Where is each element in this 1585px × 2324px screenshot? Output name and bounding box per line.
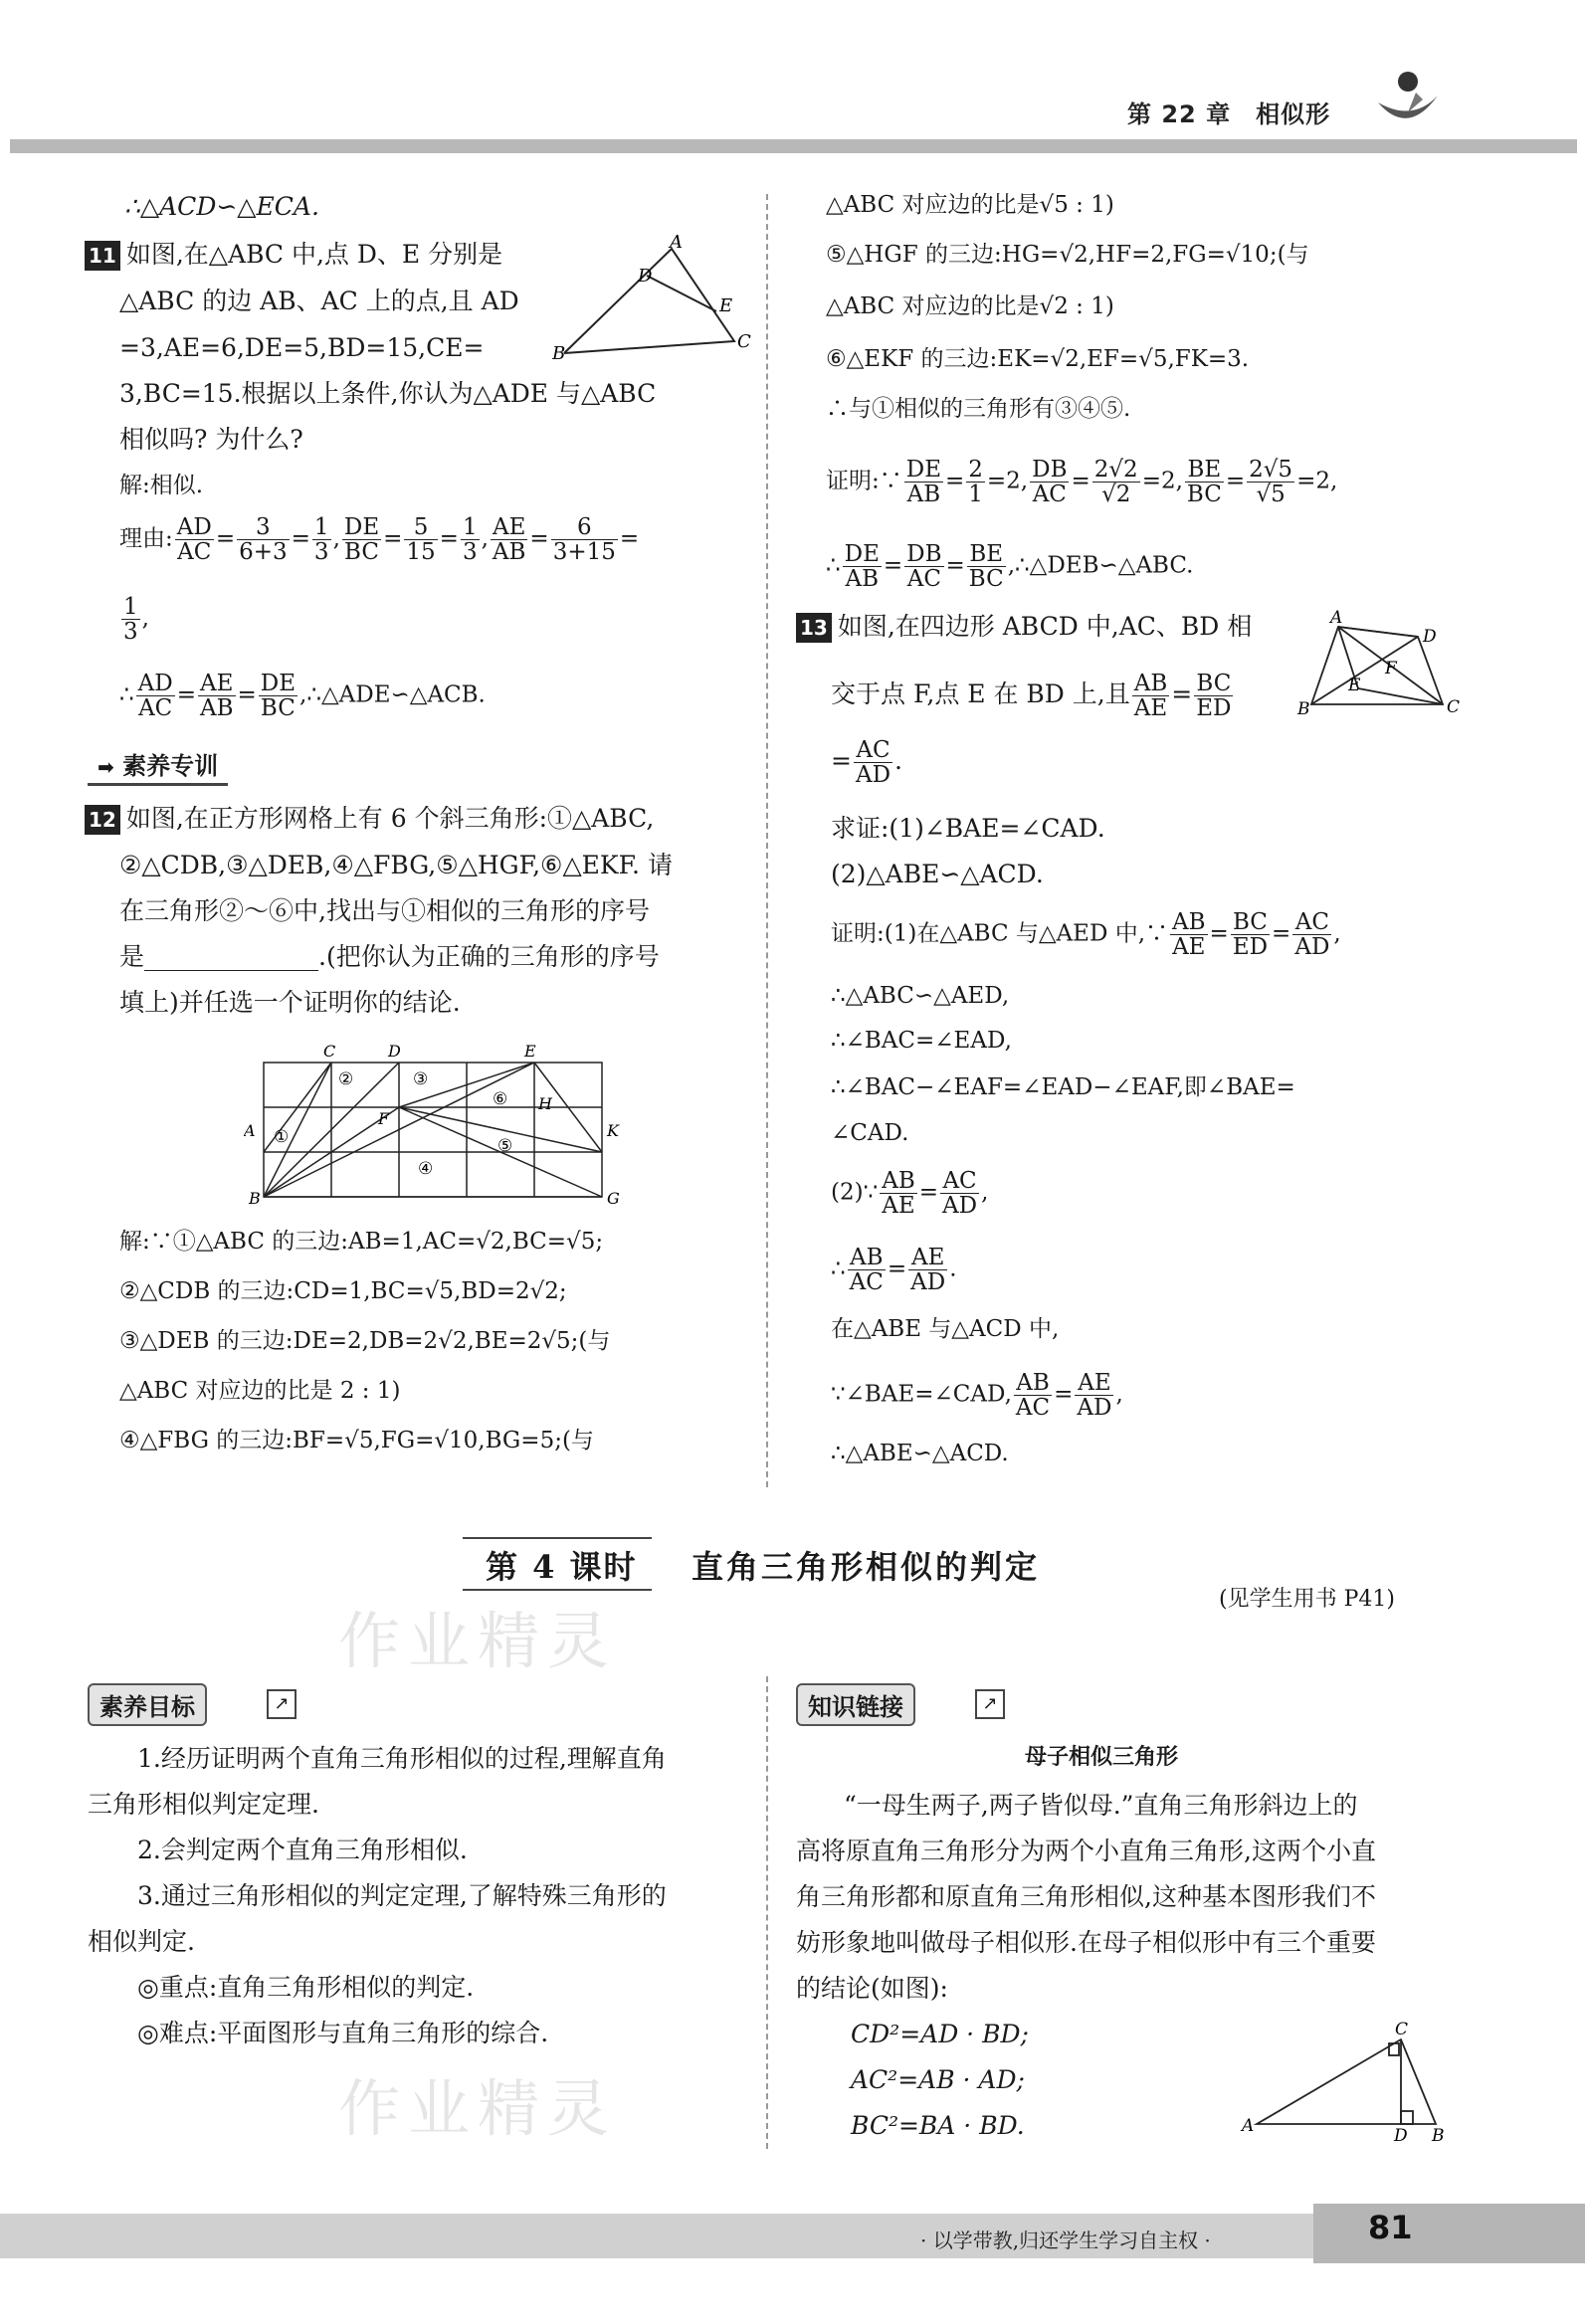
solution-line: △ABC 对应边的比是√2 : 1) <box>826 293 1114 319</box>
proof-line: ∠CAD. <box>831 1120 909 1146</box>
arrow-icon: ↗ <box>975 1689 1005 1719</box>
problem-11-line: =3,AE=6,DE=5,BD=15,CE= <box>119 333 485 362</box>
link-line: 角三角形都和原直角三角形相似,这种基本图形我们不 <box>796 1882 1376 1911</box>
problem-12-line: 在三角形②～⑥中,找出与①相似的三角形的序号 <box>119 896 650 925</box>
page-number: 81 <box>1368 2209 1413 2246</box>
proof-line: ∴△ABC∽△AED, <box>831 983 1010 1009</box>
solution-line: ⑤△HGF 的三边:HG=√2,HF=2,FG=√10;(与 <box>826 242 1309 268</box>
svg-text:C: C <box>1395 2020 1409 2039</box>
svg-text:C: C <box>323 1042 336 1061</box>
svg-text:F: F <box>378 1109 390 1128</box>
svg-text:B: B <box>1297 699 1310 719</box>
prove-line: 求证:(1)∠BAE=∠CAD. <box>831 814 1105 843</box>
svg-text:A: A <box>244 1121 256 1140</box>
quadrilateral-figure-13 <box>1293 609 1463 723</box>
svg-text:③: ③ <box>413 1069 429 1089</box>
right-triangle-figure <box>1239 2020 1458 2144</box>
svg-text:D: D <box>638 266 653 287</box>
column-divider <box>766 194 768 1487</box>
svg-text:C: C <box>1447 697 1461 717</box>
section-tag: ➡ 素养专训 <box>88 744 228 786</box>
footer-box <box>1313 2204 1585 2263</box>
problem-12-line: ②△CDB,③△DEB,④△FBG,⑤△HGF,⑥△EKF. 请 <box>119 851 673 879</box>
goal-line: 1.经历证明两个直角三角形相似的过程,理解直角 <box>137 1744 667 1773</box>
proof-line: 证明:∵ $\frac{DE}{AB}$ = $\frac{2}{1}$ =2, $\frac{DB}{AC}$ = $\frac{2√2}{√2}$ =2, $\frac{BE}{BC}$ = $\frac{2√5}{√5}$ =2, <box>826 457 1338 508</box>
lesson-number: 第 4 课时 <box>486 1548 638 1586</box>
proof-line: ∴△ABE∽△ACD. <box>831 1441 1009 1466</box>
goal-line: 2.会判定两个直角三角形相似. <box>137 1836 468 1864</box>
solution-line: 解:相似. <box>119 473 204 498</box>
svg-text:E: E <box>524 1042 536 1061</box>
svg-text:④: ④ <box>418 1159 434 1179</box>
goal-line: 相似判定. <box>88 1927 195 1956</box>
solution-line: ∴与①相似的三角形有③④⑤. <box>826 396 1131 422</box>
problem-number: 13 <box>796 613 832 643</box>
link-line: “一母生两子,两子皆似母.”直角三角形斜边上的 <box>844 1791 1358 1820</box>
svg-text:①: ① <box>274 1127 290 1147</box>
equation: CD²=AD · BD; <box>851 2020 1029 2048</box>
text-line: ∴△ACD∽△ECA. <box>124 192 319 221</box>
problem-12-line: 是______________.(把你认为正确的三角形的序号 <box>119 942 660 971</box>
proof-line: (2)∵ $\frac{AB}{AE}$ = $\frac{AC}{AD}$ , <box>831 1168 989 1220</box>
lesson-reference: (见学生用书 P41) <box>1219 1587 1395 1612</box>
goal-line: 三角形相似判定定理. <box>88 1790 319 1819</box>
link-line: 高将原直角三角形分为两个小直角三角形,这两个小直 <box>796 1837 1376 1865</box>
solution-line: △ABC 对应边的比是 2 : 1) <box>119 1378 401 1404</box>
proof-line: ∴∠BAC=∠EAD, <box>831 1028 1012 1054</box>
column-divider-lower <box>766 1676 768 2149</box>
solution-line: ③△DEB 的三边:DE=2,DB=2√2,BE=2√5;(与 <box>119 1328 611 1354</box>
svg-text:A: A <box>1330 609 1343 628</box>
problem-13-line: = $\frac{AC}{AD}$ . <box>831 737 902 789</box>
goals-tag: 素养目标 <box>88 1683 207 1726</box>
ratio-line: 理由: $\frac{AD}{AC}$ = $\frac{3}{6+3}$ = $\frac{1}{3}$ , $\frac{DE}{BC}$ = $\frac{5}{15}$ = $\frac{1}{3}$ , $\frac{AE}{AB}$ = $\frac{6}{3+15}$ = <box>119 514 640 566</box>
svg-text:②: ② <box>338 1069 354 1089</box>
arrow-icon: ↗ <box>267 1689 297 1719</box>
svg-text:F: F <box>1385 659 1397 678</box>
proof-line: ∴ $\frac{AB}{AC}$ = $\frac{AE}{AD}$ . <box>831 1245 957 1296</box>
svg-text:D: D <box>1423 627 1437 647</box>
proof-line: ∴ $\frac{DE}{AB}$ = $\frac{DB}{AC}$ = $\frac{BE}{BC}$ ,∴△DEB∽△ABC. <box>826 541 1194 593</box>
solution-line: 解:∵①△ABC 的三边:AB=1,AC=√2,BC=√5; <box>119 1229 604 1255</box>
goal-line: 3.通过三角形相似的判定定理,了解特殊三角形的 <box>137 1881 667 1910</box>
problem-12-line: 填上)并任选一个证明你的结论. <box>119 988 461 1017</box>
svg-text:K: K <box>607 1121 619 1140</box>
solution-line: ②△CDB 的三边:CD=1,BC=√5,BD=2√2; <box>119 1278 567 1304</box>
ratio-line: $\frac{1}{3}$ , <box>123 594 149 646</box>
svg-text:B: B <box>1432 2126 1445 2144</box>
proof-line: 在△ABE 与△ACD 中, <box>831 1316 1060 1342</box>
grid-figure-12 <box>244 1035 627 1209</box>
problem-number: 12 <box>85 805 120 835</box>
svg-text:B: B <box>249 1189 261 1208</box>
goal-line: ◎重点:直角三角形相似的判定. <box>137 1973 475 2002</box>
problem-13-line: 13 如图,在四边形 ABCD 中,AC、BD 相 <box>796 609 1252 644</box>
watermark: 作业精灵 <box>338 2072 618 2145</box>
ratio-line: ∴ $\frac{AD}{AC}$ = $\frac{AE}{AB}$ = $\frac{DE}{BC}$ ,∴△ADE∽△ACB. <box>119 671 486 722</box>
proof-line: ∵∠BAE=∠CAD, $\frac{AB}{AC}$ = $\frac{AE}{AD}$ , <box>831 1370 1123 1422</box>
svg-text:C: C <box>737 331 751 352</box>
svg-text:A: A <box>670 234 683 253</box>
link-line: 的结论(如图): <box>796 1974 948 2003</box>
svg-text:⑥: ⑥ <box>493 1089 508 1109</box>
equation: BC²=BA · BD. <box>851 2111 1025 2140</box>
link-tag: 知识链接 <box>796 1683 915 1726</box>
solution-line: ④△FBG 的三边:BF=√5,FG=√10,BG=5;(与 <box>119 1428 594 1453</box>
problem-11-line: 11 如图,在△ABC 中,点 D、E 分别是 <box>85 237 502 272</box>
proof-line: 证明:(1)在△ABC 与△AED 中,∵ $\frac{AB}{AE}$ = $\frac{BC}{ED}$ = $\frac{AC}{AD}$ , <box>831 909 1341 961</box>
problem-11-line: 3,BC=15.根据以上条件,你认为△ADE 与△ABC <box>119 379 657 408</box>
svg-text:D: D <box>1394 2126 1408 2144</box>
problem-11-line: △ABC 的边 AB、AC 上的点,且 AD <box>119 287 519 315</box>
solution-line: ⑥△EKF 的三边:EK=√2,EF=√5,FK=3. <box>826 346 1250 372</box>
goal-line: ◎难点:平面图形与直角三角形的综合. <box>137 2019 549 2047</box>
problem-number: 11 <box>85 241 120 271</box>
equation: AC²=AB · AD; <box>851 2065 1025 2094</box>
svg-text:A: A <box>1242 2116 1255 2136</box>
svg-text:G: G <box>607 1189 620 1208</box>
svg-text:B: B <box>552 343 566 364</box>
lesson-title: 直角三角形相似的判定 <box>692 1548 1041 1586</box>
svg-text:E: E <box>1348 676 1361 695</box>
problem-11-line: 相似吗? 为什么? <box>119 425 303 454</box>
prove-line: (2)△ABE∽△ACD. <box>831 860 1044 888</box>
link-line: 妨形象地叫做母子相似形.在母子相似形中有三个重要 <box>796 1928 1376 1957</box>
chapter-title: 第 22 章 相似形 <box>1127 100 1331 128</box>
link-title: 母子相似三角形 <box>1025 1745 1179 1770</box>
footer-motto: · 以学带教,归还学生学习自主权 · <box>920 2228 1211 2252</box>
svg-text:E: E <box>719 295 733 316</box>
triangle-figure-11 <box>552 234 751 368</box>
watermark: 作业精灵 <box>338 1605 618 1677</box>
logo-icon <box>1368 68 1448 137</box>
solution-line: △ABC 对应边的比是√5 : 1) <box>826 192 1114 218</box>
header-bar <box>10 139 1577 153</box>
proof-line: ∴∠BAC−∠EAF=∠EAD−∠EAF,即∠BAE= <box>831 1074 1295 1100</box>
svg-text:⑤: ⑤ <box>497 1136 513 1156</box>
problem-13-line: 交于点 F,点 E 在 BD 上,且 $\frac{AB}{AE}$ = $\frac{BC}{ED}$ <box>831 671 1232 722</box>
problem-12-line: 12 如图,在正方形网格上有 6 个斜三角形:①△ABC, <box>85 801 654 836</box>
svg-text:D: D <box>388 1042 401 1061</box>
svg-text:H: H <box>538 1094 552 1113</box>
arrow-icon: ➡ <box>98 755 114 779</box>
